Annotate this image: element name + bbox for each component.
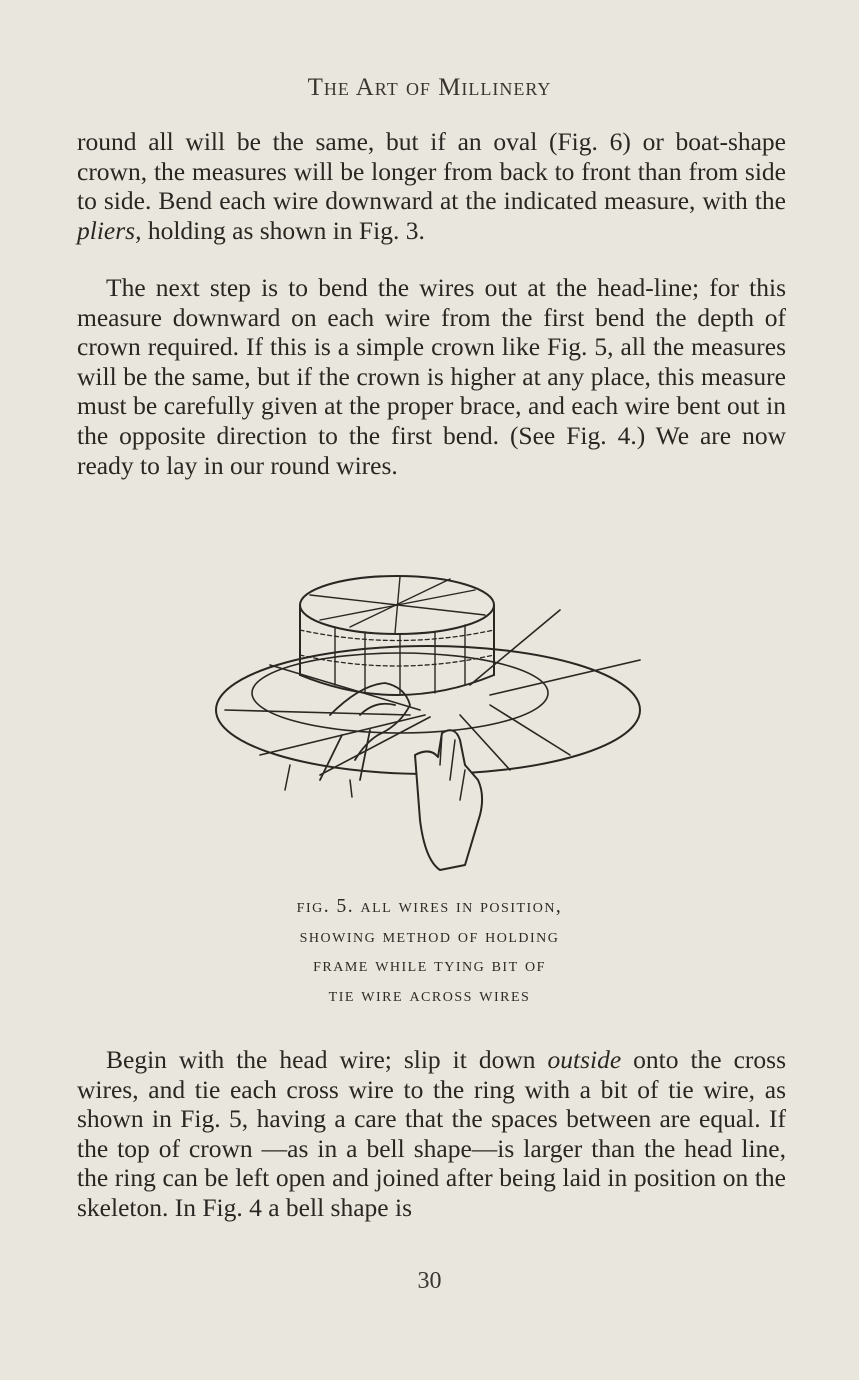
- hand: [415, 730, 482, 870]
- paragraph-1: [77, 127, 786, 245]
- paragraph-3-text-a: Begin with the head wire; slip it down: [106, 1045, 548, 1074]
- paragraph-1-text-a: round all will be the same, but if an oval (Fig. 6) or boat-shape crown, the measures will be longer from back to front than from side to side. Bend each wire downward at the indicated measure, with the: [77, 127, 786, 216]
- running-head: The Art of Millinery: [307, 74, 552, 101]
- page-number: 30: [417, 1268, 442, 1294]
- paragraph-1-text-b: holding as shown in Fig. 3.: [141, 215, 425, 245]
- paragraph-3: [77, 1045, 786, 1223]
- caption-line-4: tie wire across wires: [328, 984, 531, 1006]
- paragraph-3-text-b: onto the cross wires, and tie each cross wire to the ring with a bit of tie wire, as shown in Fig. 5, having a care that the spaces between are equal. If the top of crown —as in a bell shape—is larger than the head line, the ring can be left open and joined after being laid in position on the skeleton. In Fig. 4 a bell shape is: [77, 1045, 786, 1222]
- caption-line-3: frame while tying bit of: [313, 955, 546, 976]
- paragraph-1-emphasis: pliers,: [77, 215, 142, 245]
- caption-line-1: fig. 5. all wires in position,: [296, 896, 563, 917]
- figure-caption: [0, 892, 859, 1010]
- paragraph-3-emphasis: outside: [547, 1045, 622, 1074]
- hat-frame-illustration: [210, 565, 650, 880]
- paragraph-2: The next step is to bend the wires out at the head-line; for this measure downward on each wire from the first bend the depth of crown required. If this is a simple crown like Fig. 5, all the measures will be the same, but if the crown is higher at any place, this measure must be carefully given at the proper brace, and each wire bent out in the opposite direction to the first bend. (See Fig. 4.) We are now ready to lay in our round wires.: [77, 273, 786, 480]
- caption-line-2: showing method of holding: [299, 925, 560, 947]
- crown-vertical-wires: [335, 625, 465, 695]
